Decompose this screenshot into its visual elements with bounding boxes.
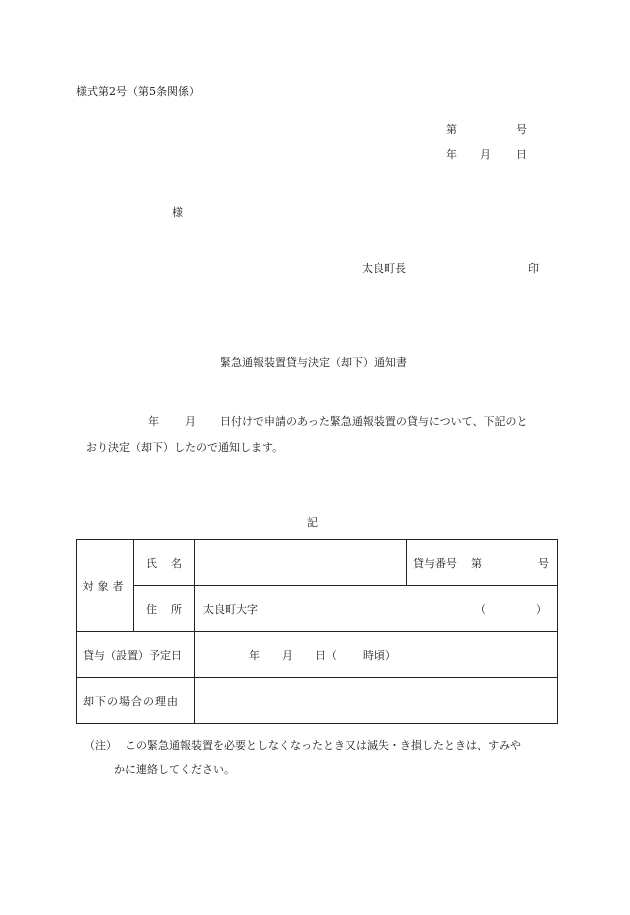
name-field[interactable] (195, 540, 407, 586)
doc-no-prefix: 第 (446, 123, 457, 136)
schedule-month: 月 (282, 648, 293, 662)
name-label-1: 氏 (146, 556, 157, 570)
subject-label: 対象者 (82, 579, 128, 593)
table-row-reject (77, 678, 558, 724)
date-year: 年 (446, 148, 457, 161)
doc-no-suffix: 号 (516, 123, 527, 136)
schedule-field[interactable] (195, 632, 558, 678)
address-label-cell (134, 586, 195, 632)
note-block (84, 734, 564, 782)
address-paren-open: （ (475, 602, 486, 616)
info-table (76, 539, 558, 724)
schedule-year: 年 (249, 648, 260, 662)
schedule-day: 日（ (315, 648, 337, 662)
subject-label-cell (77, 540, 134, 632)
note-line-2: かに連絡してください。 (114, 763, 235, 776)
body-year: 年 (148, 415, 159, 428)
ki-heading: 記 (307, 516, 318, 529)
loan-no-cell (407, 540, 558, 586)
body-paragraph (72, 409, 557, 461)
form-id: 様式第2号（第5条関係） (76, 85, 200, 98)
body-line1-rest: 日付けで申請のあった緊急通報装置の貸与について、下記のと (220, 415, 528, 428)
table-row-schedule (77, 632, 558, 678)
address-paren-close: ） (536, 602, 547, 616)
reject-reason-field[interactable] (195, 678, 558, 724)
address-label-2: 所 (171, 602, 182, 616)
table-row-address (77, 586, 558, 632)
sender-name: 太良町長 (362, 262, 406, 275)
address-value: 太良町大字 (203, 602, 258, 616)
schedule-label: 貸与（設置）予定日 (83, 648, 182, 662)
loan-no-label: 貸与番号 (413, 556, 457, 570)
document-title: 緊急通報装置貸与決定（却下）通知書 (220, 356, 407, 369)
name-label-2: 名 (171, 556, 182, 570)
reject-label: 却下の場合の理由 (83, 694, 179, 708)
note-line-1 (84, 734, 564, 758)
reject-label-cell (77, 678, 195, 724)
name-label-cell (134, 540, 195, 586)
note-label: （注） (84, 739, 117, 752)
table-row-name (77, 540, 558, 586)
address-field[interactable] (195, 586, 558, 632)
recipient-suffix: 様 (172, 206, 183, 219)
body-line-1 (72, 409, 557, 435)
seal-mark: 印 (528, 262, 539, 275)
note-text-1: この緊急通報装置を必要としなくなったとき又は滅失・き損したときは、すみや (125, 739, 521, 752)
loan-no-prefix: 第 (471, 556, 482, 570)
address-label-1: 住 (146, 602, 157, 616)
loan-no-suffix: 号 (538, 556, 549, 570)
schedule-time: 時頃） (363, 648, 396, 662)
body-month: 月 (185, 415, 196, 428)
body-line-2: おり決定（却下）したので通知します。 (86, 441, 284, 454)
date-day: 日 (516, 148, 527, 161)
schedule-label-cell (77, 632, 195, 678)
date-month: 月 (480, 148, 491, 161)
